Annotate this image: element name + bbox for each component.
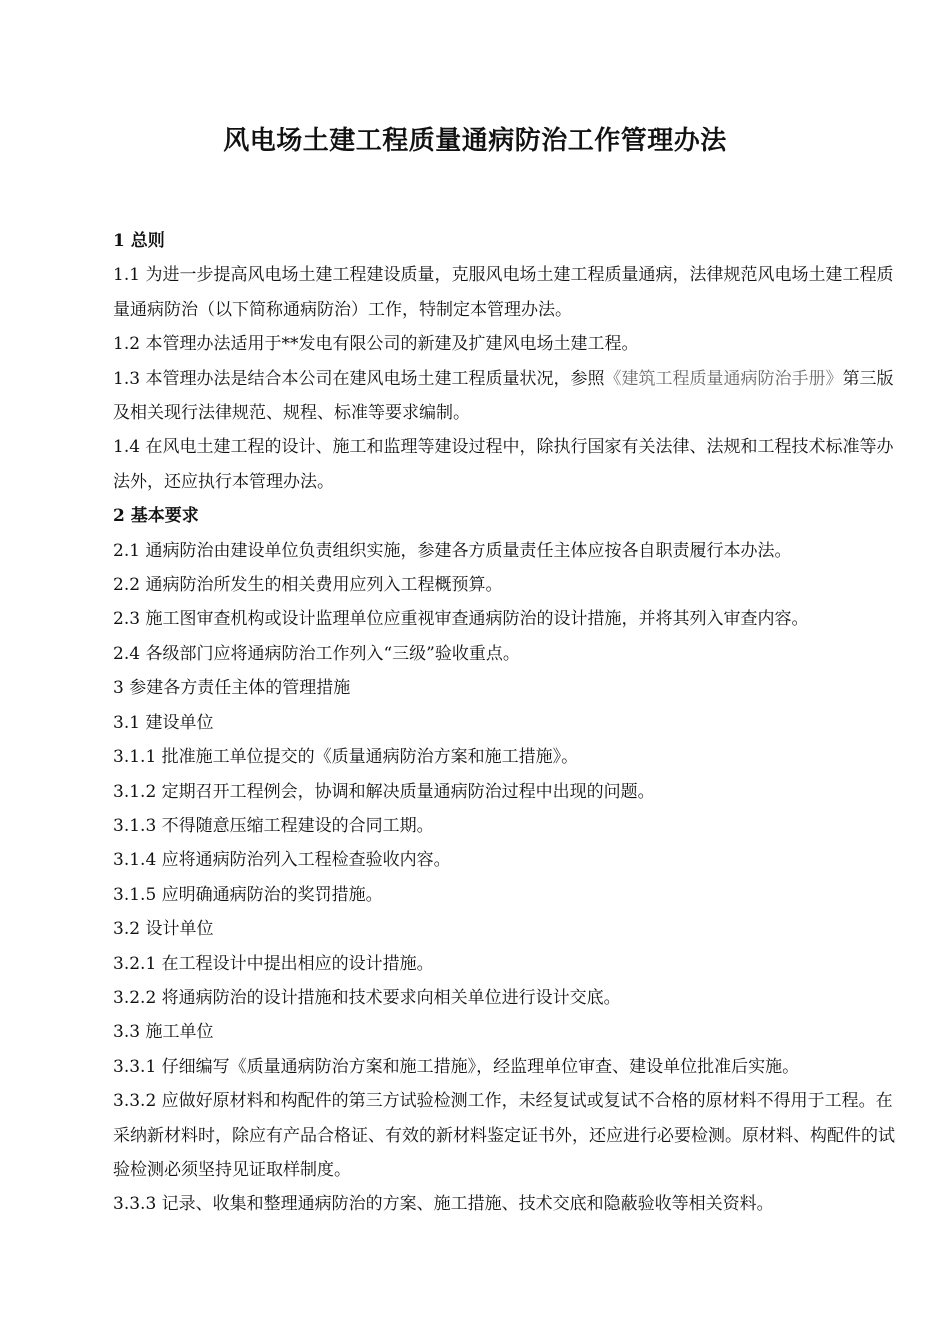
document-body [113,224,903,1222]
clause-1-3 [113,362,903,431]
section-heading-management-measures: 3 参建各方责任主体的管理措施 [113,678,351,699]
clause-1-4: 1.4 在风电土建工程的设计、施工和监理等建设过程中，除执行国家有关法律、法规和工程技术标准等办法外，还应执行本管理办法。 [113,437,894,492]
clause-3-2: 3.2 设计单位 [113,919,214,940]
clause-3-2-2: 3.2.2 将通病防治的设计措施和技术要求向相关单位进行设计交底。 [113,987,621,1008]
clause-1-3-text-a: 1.3 本管理办法是结合本公司在建风电场土建工程质量状况，参照 [113,368,605,389]
section-heading-basic-requirements: 2 基本要求 [113,506,199,527]
clause-3-3: 3.3 施工单位 [113,1022,214,1043]
clause-2-1: 2.1 通病防治由建设单位负责组织实施，参建各方质量责任主体应按各自职责履行本办法。 [113,540,792,561]
clause-3-1-1: 3.1.1 批准施工单位提交的《质量通病防治方案和施工措施》。 [113,747,579,768]
clause-1-1: 1.1 为进一步提高风电场土建工程建设质量，克服风电场土建工程质量通病，法律规范风电场土建工程质量通病防治（以下简称通病防治）工作，特制定本管理办法。 [113,265,894,320]
clause-1-3-text-b: 第三版及相关现行法律规范、规程、标准等要求编制。 [113,368,894,424]
clause-3-1: 3.1 建设单位 [113,712,214,733]
clause-2-3: 2.3 施工图审查机构或设计监理单位应重视审查通病防治的设计措施，并将其列入审查内容。 [113,609,809,630]
clause-3-3-3: 3.3.3 记录、收集和整理通病防治的方案、施工措施、技术交底和隐蔽验收等相关资料。 [113,1194,774,1215]
clause-3-1-5: 3.1.5 应明确通病防治的奖罚措施。 [113,884,383,905]
clause-2-4: 2.4 各级部门应将通病防治工作列入“三级”验收重点。 [113,643,520,664]
clause-1-2: 1.2 本管理办法适用于**发电有限公司的新建及扩建风电场土建工程。 [113,334,639,355]
document-title: 风电场土建工程质量通病防治工作管理办法 [223,126,727,157]
clause-2-2: 2.2 通病防治所发生的相关费用应列入工程概预算。 [113,575,503,596]
clause-1-3-reference: 《建筑工程质量通病防治手册》 [604,368,843,389]
clause-3-1-2: 3.1.2 定期召开工程例会，协调和解决质量通病防治过程中出现的问题。 [113,781,655,802]
clause-3-1-4: 3.1.4 应将通病防治列入工程检查验收内容。 [113,850,451,871]
section-heading-general: 1 总则 [113,231,165,251]
clause-3-1-3: 3.1.3 不得随意压缩工程建设的合同工期。 [113,815,434,836]
clause-3-3-2: 3.3.2 应做好原材料和构配件的第三方试验检测工作，未经复试或复试不合格的原材料不得用于工程。在采纳新材料时，除应有产品合格证、有效的新材料鉴定证书外，还应进行必要检测。原材料、构配件的试验检测必须坚持见证取样制度。 [113,1091,895,1180]
clause-3-3-1: 3.3.1 仔细编写《质量通病防治方案和施工措施》，经监理单位审查、建设单位批准后实施。 [113,1056,800,1077]
clause-3-2-1: 3.2.1 在工程设计中提出相应的设计措施。 [113,953,434,974]
